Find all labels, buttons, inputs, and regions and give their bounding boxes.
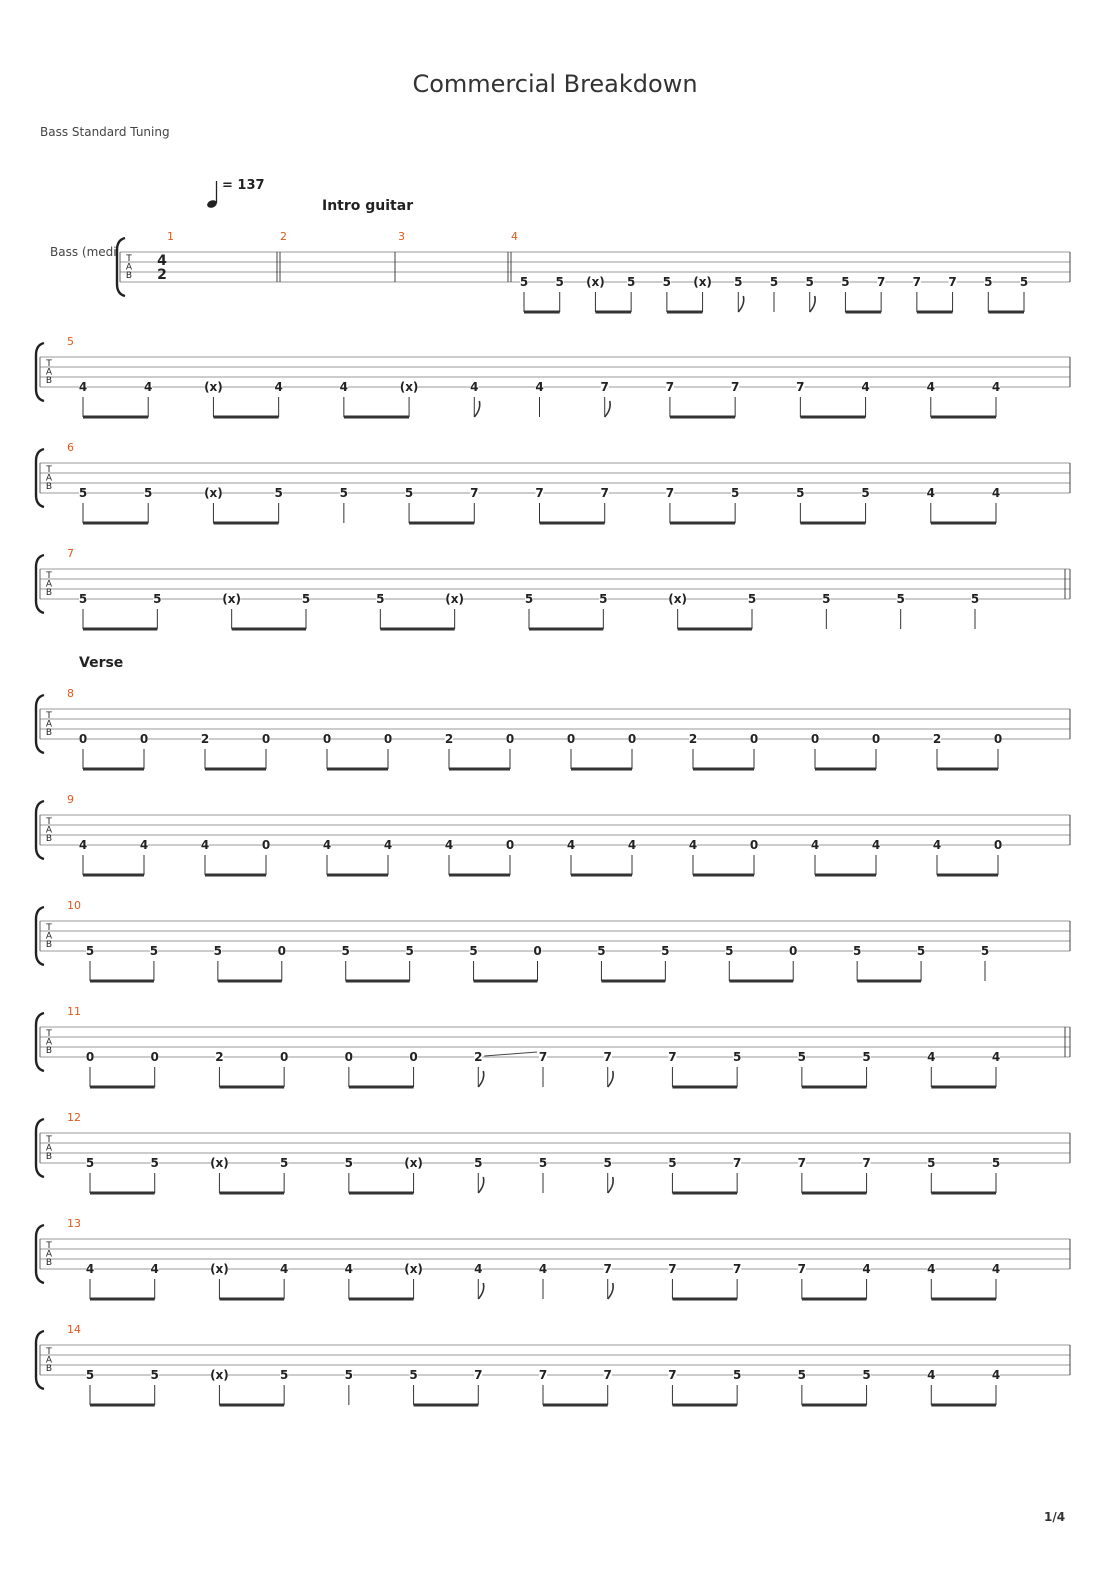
measure-number: 10: [67, 899, 81, 912]
tab-system: [36, 1005, 1070, 1087]
measure-number: 9: [67, 793, 74, 806]
fret-number: 0: [322, 732, 332, 746]
tempo-marking: = 137: [222, 178, 265, 193]
tab-clef-letter: T: [46, 359, 52, 369]
fret-number: 5: [376, 592, 385, 606]
fret-number: 7: [797, 1262, 807, 1276]
fret-number: 4: [810, 838, 820, 852]
fret-number: 4: [991, 1050, 1001, 1064]
note-flag: [474, 401, 479, 417]
fret-number: (x): [399, 380, 419, 394]
tab-system: [36, 899, 1070, 981]
fret-number: 5: [927, 1156, 936, 1170]
tab-clef-letter: T: [46, 465, 52, 475]
fret-number: 4: [274, 380, 283, 394]
note-flag: [608, 1283, 613, 1299]
page-number: 1/4: [1044, 1510, 1066, 1524]
fret-number: 7: [730, 380, 740, 394]
fret-number: 5: [732, 1050, 742, 1064]
tab-clef-letter: B: [45, 1046, 53, 1056]
measure-number: 4: [511, 230, 518, 243]
fret-number: 0: [85, 1050, 95, 1064]
fret-number: 0: [810, 732, 820, 746]
fret-number: 0: [789, 944, 798, 958]
fret-number: 4: [926, 486, 935, 500]
fret-number: 5: [599, 592, 608, 606]
quarter-note-icon: [206, 181, 218, 209]
fret-number: 5: [538, 1156, 548, 1170]
fret-number: 5: [991, 1156, 1001, 1170]
measure-number: 3: [398, 230, 405, 243]
fret-number: 5: [404, 486, 414, 500]
tab-clef-letter: B: [125, 271, 133, 281]
fret-number: 7: [474, 1368, 483, 1382]
fret-number: 0: [749, 732, 759, 746]
fret-number: 5: [213, 944, 223, 958]
fret-number: (x): [668, 592, 688, 606]
fret-number: 7: [470, 486, 479, 500]
tab-clef-letter: A: [45, 367, 53, 378]
fret-number: 5: [78, 592, 88, 606]
tab-clef-letter: A: [45, 1037, 53, 1048]
fret-number: 7: [862, 1156, 871, 1170]
tab-clef-letter: A: [45, 473, 53, 484]
fret-number: 7: [535, 486, 544, 500]
slide-line: [484, 1052, 537, 1056]
measure-number: 1: [167, 230, 174, 243]
fret-number: 0: [566, 732, 576, 746]
tab-system: [36, 793, 1070, 875]
fret-number: 7: [948, 275, 957, 289]
fret-number: 5: [862, 1050, 871, 1064]
section-intro-guitar: Intro guitar: [322, 198, 414, 214]
fret-number: 4: [991, 486, 1001, 500]
fret-number: 5: [732, 1368, 742, 1382]
fret-number: 5: [725, 944, 734, 958]
fret-number: 4: [78, 838, 88, 852]
fret-number: 2: [200, 732, 210, 746]
fret-number: 4: [322, 838, 332, 852]
fret-number: (x): [204, 380, 223, 394]
fret-number: 4: [991, 1368, 1001, 1382]
fret-number: 4: [144, 380, 153, 394]
fret-number: 5: [344, 1368, 354, 1382]
fret-number: 4: [470, 380, 479, 394]
fret-number: 5: [769, 275, 779, 289]
fret-number: 7: [538, 1050, 548, 1064]
fret-number: 0: [78, 732, 88, 746]
tab-clef-letter: T: [46, 1135, 52, 1145]
fret-number: 7: [732, 1156, 742, 1170]
tab-clef-letter: A: [45, 719, 53, 730]
fret-number: 4: [927, 1050, 936, 1064]
fret-number: 4: [932, 838, 942, 852]
fret-number: 4: [444, 838, 454, 852]
fret-number: (x): [210, 1262, 229, 1276]
tab-clef-letter: T: [46, 571, 52, 581]
fret-number: 4: [150, 1262, 159, 1276]
fret-number: 5: [668, 1156, 677, 1170]
fret-number: 4: [339, 380, 349, 394]
fret-number: 4: [926, 380, 935, 394]
tab-clef-letter: B: [45, 728, 53, 738]
note-flag: [810, 296, 815, 312]
fret-number: 4: [344, 1262, 354, 1276]
tab-clef-letter: B: [45, 1152, 53, 1162]
fret-number: 4: [279, 1262, 289, 1276]
fret-number: 0: [150, 1050, 159, 1064]
tab-clef-letter: A: [45, 1143, 53, 1154]
fret-number: 5: [861, 486, 870, 500]
tab-clef-letter: A: [45, 1355, 53, 1366]
tab-clef-letter: A: [125, 262, 133, 273]
fret-number: 7: [668, 1368, 677, 1382]
fret-number: 5: [274, 486, 283, 500]
fret-number: (x): [586, 275, 605, 289]
note-flag: [478, 1283, 483, 1299]
fret-number: 0: [344, 1050, 354, 1064]
fret-number: 5: [279, 1156, 289, 1170]
tab-clef-letter: B: [45, 588, 53, 598]
fret-number: 5: [896, 592, 905, 606]
fret-number: 4: [927, 1262, 936, 1276]
fret-number: 7: [665, 486, 675, 500]
fret-number: 5: [339, 486, 349, 500]
tab-system: [36, 1111, 1070, 1193]
fret-number: 2: [474, 1050, 483, 1064]
fret-number: 5: [734, 275, 743, 289]
tab-system: [50, 230, 1070, 312]
fret-number: 5: [661, 944, 670, 958]
tab-system: [36, 335, 1070, 417]
fret-number: 7: [603, 1262, 612, 1276]
time-signature-top: 4: [157, 253, 167, 269]
track-name: Bass (medi: [50, 245, 117, 259]
fret-number: 5: [519, 275, 529, 289]
time-signature-bottom: 2: [157, 267, 167, 283]
fret-number: 5: [344, 1156, 354, 1170]
fret-number: 2: [444, 732, 454, 746]
fret-number: 5: [153, 592, 162, 606]
fret-number: 4: [991, 380, 1001, 394]
tab-clef-letter: B: [45, 1364, 53, 1374]
fret-number: 5: [301, 592, 311, 606]
measure-number: 12: [67, 1111, 81, 1124]
fret-number: 5: [805, 275, 814, 289]
fret-number: 5: [852, 944, 862, 958]
fret-number: 0: [505, 838, 515, 852]
fret-number: 4: [566, 838, 576, 852]
fret-number: 5: [524, 592, 534, 606]
tab-system: [36, 441, 1070, 523]
measure-number: 2: [280, 230, 287, 243]
fret-number: 5: [603, 1156, 612, 1170]
section-verse: Verse: [79, 655, 124, 671]
fret-number: 5: [85, 944, 95, 958]
tuning-label: Bass Standard Tuning: [40, 125, 170, 139]
fret-number: 5: [626, 275, 636, 289]
measure-number: 13: [67, 1217, 81, 1230]
fret-number: 5: [150, 1368, 159, 1382]
tab-clef-letter: B: [45, 482, 53, 492]
tab-clef-letter: B: [45, 834, 53, 844]
fret-number: 0: [409, 1050, 418, 1064]
fret-number: 7: [600, 486, 609, 500]
tab-system: [36, 1217, 1070, 1299]
fret-number: 2: [688, 732, 698, 746]
fret-number: 5: [144, 486, 153, 500]
fret-number: 5: [916, 944, 926, 958]
fret-number: (x): [445, 592, 465, 606]
fret-number: 7: [668, 1262, 677, 1276]
fret-number: 5: [841, 275, 850, 289]
fret-number: 5: [149, 944, 159, 958]
fret-number: 7: [603, 1368, 612, 1382]
fret-number: 7: [665, 380, 675, 394]
fret-number: 5: [862, 1368, 871, 1382]
fret-number: 5: [797, 1050, 807, 1064]
fret-number: 0: [533, 944, 542, 958]
fret-number: 5: [555, 275, 564, 289]
tab-clef-letter: T: [46, 1029, 52, 1039]
fret-number: 0: [279, 1050, 289, 1064]
system-bracket: [117, 238, 125, 296]
fret-number: 7: [603, 1050, 612, 1064]
tab-clef-letter: A: [45, 825, 53, 836]
fret-number: 5: [469, 944, 478, 958]
fret-number: 5: [405, 944, 414, 958]
tab-clef-letter: T: [46, 711, 52, 721]
fret-number: 7: [797, 1156, 807, 1170]
fret-number: 0: [383, 732, 393, 746]
tab-system: [36, 687, 1070, 769]
tab-clef-letter: T: [46, 1241, 52, 1251]
tab-system: [36, 1323, 1070, 1405]
fret-number: 5: [822, 592, 831, 606]
fret-number: 4: [200, 838, 210, 852]
measure-number: 8: [67, 687, 74, 700]
fret-number: 5: [78, 486, 88, 500]
tab-clef-letter: T: [46, 923, 52, 933]
fret-number: 5: [85, 1156, 95, 1170]
note-flag: [478, 1071, 483, 1087]
fret-number: (x): [204, 486, 223, 500]
fret-number: 0: [277, 944, 286, 958]
fret-number: 4: [688, 838, 698, 852]
fret-number: (x): [693, 275, 712, 289]
fret-number: 0: [505, 732, 515, 746]
fret-number: 2: [932, 732, 942, 746]
fret-number: 0: [993, 732, 1003, 746]
fret-number: 4: [627, 838, 637, 852]
fret-number: 7: [732, 1262, 742, 1276]
fret-number: 0: [261, 732, 271, 746]
tab-clef-letter: T: [126, 254, 132, 264]
fret-number: 4: [85, 1262, 95, 1276]
fret-number: 4: [474, 1262, 483, 1276]
fret-number: 5: [474, 1156, 483, 1170]
fret-number: 5: [150, 1156, 159, 1170]
fret-number: (x): [210, 1156, 229, 1170]
tab-clef-letter: A: [45, 931, 53, 942]
fret-number: 4: [991, 1262, 1001, 1276]
tab-clef-letter: A: [45, 579, 53, 590]
fret-number: 4: [538, 1262, 548, 1276]
fret-number: (x): [222, 592, 242, 606]
fret-number: 5: [279, 1368, 289, 1382]
tab-clef-letter: T: [46, 817, 52, 827]
fret-number: 5: [662, 275, 672, 289]
measure-number: 11: [67, 1005, 81, 1018]
fret-number: 4: [927, 1368, 936, 1382]
fret-number: 7: [538, 1368, 548, 1382]
fret-number: 2: [215, 1050, 224, 1064]
fret-number: 0: [261, 838, 271, 852]
measure-number: 7: [67, 547, 74, 560]
fret-number: 5: [730, 486, 740, 500]
fret-number: 7: [600, 380, 609, 394]
measure-number: 6: [67, 441, 74, 454]
fret-number: 4: [139, 838, 149, 852]
measure-number: 14: [67, 1323, 81, 1336]
song-title: Commercial Breakdown: [412, 70, 698, 98]
fret-number: 5: [597, 944, 606, 958]
fret-number: 7: [796, 380, 805, 394]
fret-number: 4: [383, 838, 393, 852]
fret-number: (x): [210, 1368, 229, 1382]
fret-number: 0: [871, 732, 881, 746]
note-flag: [478, 1177, 483, 1193]
fret-number: 0: [993, 838, 1003, 852]
fret-number: 5: [796, 486, 805, 500]
fret-number: 5: [341, 944, 350, 958]
fret-number: 4: [862, 1262, 871, 1276]
tab-system: [36, 547, 1070, 629]
tab-clef-letter: B: [45, 1258, 53, 1268]
tab-clef-letter: A: [45, 1249, 53, 1260]
note-flag: [605, 401, 610, 417]
tab-clef-letter: T: [46, 1347, 52, 1357]
fret-number: 7: [876, 275, 886, 289]
note-flag: [738, 296, 743, 312]
fret-number: 5: [797, 1368, 807, 1382]
fret-number: 4: [535, 380, 544, 394]
fret-number: 7: [668, 1050, 677, 1064]
fret-number: 5: [747, 592, 757, 606]
fret-number: 5: [984, 275, 993, 289]
note-flag: [608, 1177, 613, 1193]
fret-number: 0: [749, 838, 759, 852]
fret-number: 5: [85, 1368, 95, 1382]
fret-number: 4: [871, 838, 881, 852]
fret-number: 5: [1019, 275, 1029, 289]
fret-number: 4: [78, 380, 88, 394]
fret-number: 7: [912, 275, 922, 289]
fret-number: 0: [627, 732, 637, 746]
fret-number: 5: [409, 1368, 418, 1382]
fret-number: (x): [404, 1156, 423, 1170]
tab-clef-letter: B: [45, 376, 53, 386]
fret-number: 4: [861, 380, 870, 394]
measure-number: 5: [67, 335, 74, 348]
fret-number: (x): [404, 1262, 423, 1276]
tab-clef-letter: B: [45, 940, 53, 950]
fret-number: 5: [970, 592, 980, 606]
fret-number: 5: [980, 944, 990, 958]
fret-number: 0: [139, 732, 149, 746]
note-flag: [608, 1071, 613, 1087]
